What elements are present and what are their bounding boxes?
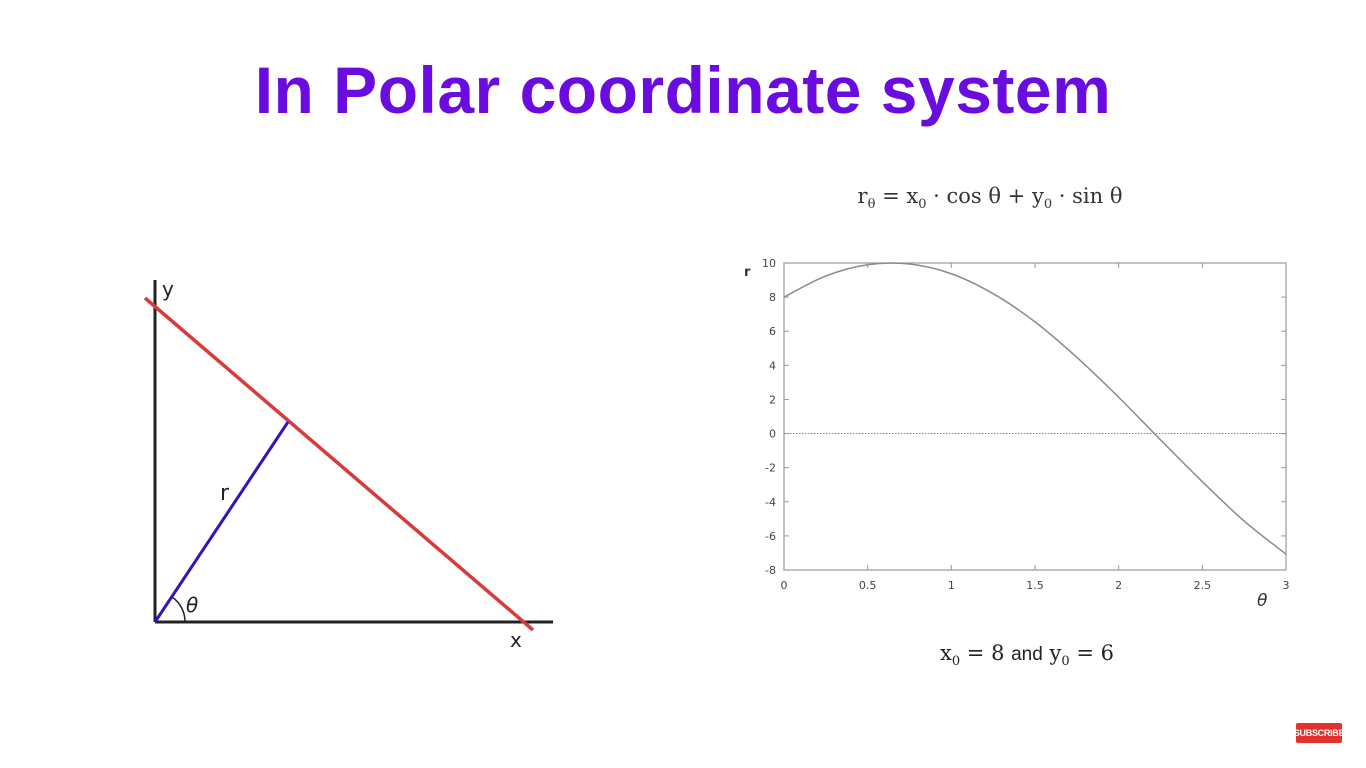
y-tick-label: 10 [762, 257, 776, 270]
slide-title: In Polar coordinate system [254, 53, 1112, 127]
theta-arc [172, 597, 185, 622]
radius-label: r [220, 481, 230, 506]
param-and: and [1011, 644, 1043, 665]
eq-lhs-sub: θ [867, 197, 876, 213]
chart-xlabel: θ [1257, 591, 1268, 611]
y-tick-label: 4 [769, 359, 776, 373]
radius-line [155, 422, 288, 622]
chart-series-curve [784, 263, 1286, 554]
hough-line [145, 298, 533, 630]
param-x-value: = 8 [960, 641, 1012, 665]
x-tick-label: 2 [1115, 579, 1123, 592]
polar-chart [730, 250, 1330, 630]
param-x-sub: 0 [951, 654, 961, 670]
chart-frame [784, 263, 1286, 570]
y-tick-label: -2 [765, 461, 776, 475]
y-tick-label: -4 [765, 495, 776, 509]
y-axis-label: y [162, 277, 174, 301]
eq-lhs: r [857, 184, 868, 208]
y-tick-label: -8 [765, 564, 776, 577]
x-tick-label: 3 [1282, 579, 1290, 592]
polar-equation [830, 184, 1150, 212]
polar-diagram [0, 260, 560, 680]
eq-sub-b: 0 [1043, 197, 1053, 213]
param-y-sub: 0 [1061, 654, 1070, 670]
x-axis-label: x [510, 628, 522, 652]
y-tick-label: 8 [769, 291, 776, 305]
param-x: x [940, 641, 952, 665]
y-tick-label: 0 [769, 427, 776, 441]
param-y: y [1042, 641, 1062, 665]
y-tick-label: 2 [769, 393, 776, 407]
y-tick-label: -6 [765, 529, 776, 543]
parameter-values [940, 641, 1180, 669]
x-tick-label: 0 [780, 579, 788, 592]
eq-sub-a: 0 [918, 197, 927, 213]
x-tick-label: 1.5 [1026, 579, 1044, 592]
y-tick-label: 6 [769, 325, 776, 339]
param-y-value: = 6 [1069, 641, 1114, 665]
eq-part-c: · sin θ [1052, 184, 1123, 208]
subscribe-button[interactable]: SUBSCRIBE [1296, 723, 1342, 743]
x-tick-label: 1 [947, 579, 955, 592]
eq-part-a: = x [875, 184, 919, 208]
eq-part-b: · cos θ + y [926, 184, 1044, 208]
theta-label: θ [186, 593, 199, 617]
chart-ylabel: r [744, 265, 751, 280]
x-tick-label: 2.5 [1193, 579, 1212, 592]
x-tick-label: 0.5 [858, 579, 877, 592]
